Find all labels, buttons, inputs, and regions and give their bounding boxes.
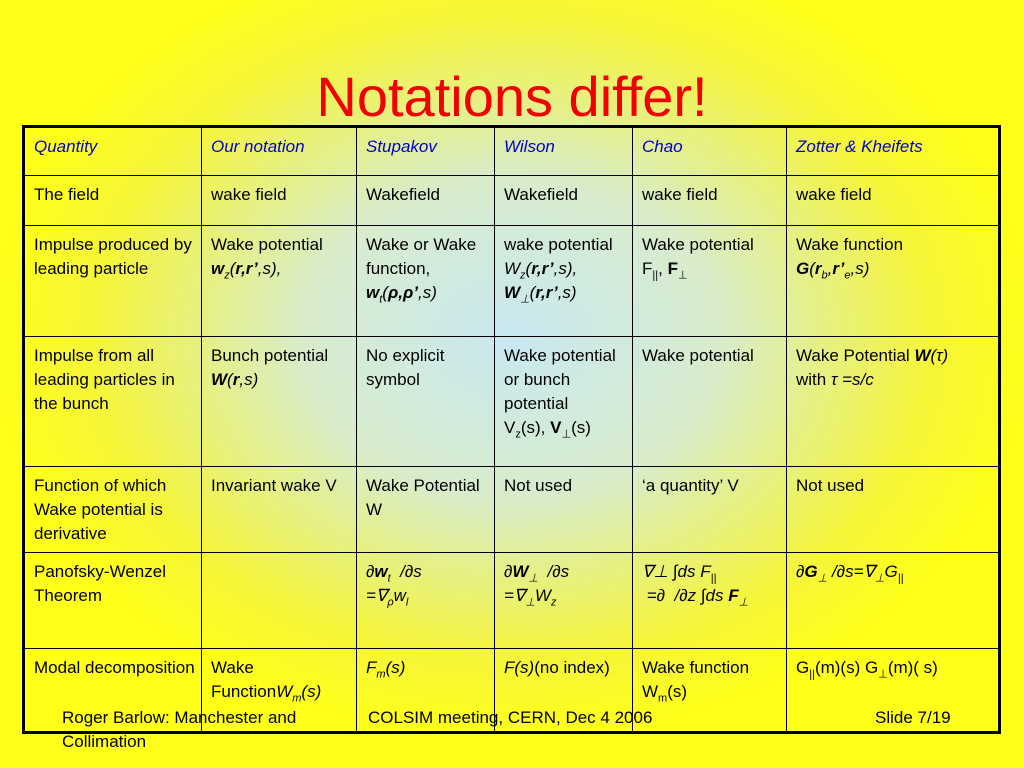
cell-our: Bunch potential W(r,s) xyxy=(202,337,357,467)
cell-quantity: Panofsky-Wenzel Theorem xyxy=(24,553,202,649)
cell-zotter: Not used xyxy=(787,467,1000,553)
cell-our: Invariant wake V xyxy=(202,467,357,553)
header-chao: Chao xyxy=(633,127,787,176)
cell-stupakov: No explicit symbol xyxy=(357,337,495,467)
cell-stupakov: Wake or Wake function, $w_t(\rho,\rho’,s)$ xyxy=(357,226,495,337)
cell-chao: ∇⊥ ∫ds $F_{||}$ =∂ /∂z ∫ds $F_\perp$ xyxy=(633,553,787,649)
notation-table xyxy=(22,125,1001,734)
cell-stupakov: Wake Potential W xyxy=(357,467,495,553)
cell-zotter: $G_{||}(m)(s)$ $G_\perp(m)$( s) xyxy=(787,649,1000,733)
cell-chao: ‘a quantity’ V xyxy=(633,467,787,553)
cell-chao: Wake potential $F_{||}$, $F_\perp$ xyxy=(633,226,787,337)
slide-title: Notations differ! xyxy=(316,65,708,128)
cell-stupakov: $\partial w_t$ /∂s $=\nabla_\rho w_l$ xyxy=(357,553,495,649)
cell-zotter: Wake function $G(r_b,r’_e,s)$ xyxy=(787,226,1000,337)
cell-quantity: Impulse produced by leading particle xyxy=(24,226,202,337)
cell-our: Wake potential $w_z(r,r’,s)$, xyxy=(202,226,357,337)
cell-our xyxy=(202,553,357,649)
cell-our: wake field xyxy=(202,176,357,226)
table-row xyxy=(24,467,1000,553)
footer-author: Roger Barlow: Manchester and Collimation xyxy=(62,708,297,751)
cell-wilson: Not used xyxy=(495,467,633,553)
table-row xyxy=(24,553,1000,649)
header-quantity: Quantity xyxy=(24,127,202,176)
header-stupakov: Stupakov xyxy=(357,127,495,176)
header-zotter-kheifets: Zotter & Kheifets xyxy=(787,127,1000,176)
cell-zotter: $\partial G_\perp$ $/\partial s=\nabla_\perp G_{||}$ xyxy=(787,553,1000,649)
table-row xyxy=(24,226,1000,337)
cell-quantity: Modal decomposition xyxy=(24,649,202,733)
cell-wilson: wake potential $W_z(r,r’,s)$, $W_\perp(r,r’,s)$ xyxy=(495,226,633,337)
cell-stupakov: Wakefield xyxy=(357,176,495,226)
cell-quantity: The field xyxy=(24,176,202,226)
cell-chao: Wake potential xyxy=(633,337,787,467)
cell-quantity: Impulse from all leading particles in the bunch xyxy=(24,337,202,467)
table-row xyxy=(24,337,1000,467)
footer-slide-number: Slide 7/19 xyxy=(875,708,951,727)
cell-zotter: wake field xyxy=(787,176,1000,226)
header-our-notation: Our notation xyxy=(202,127,357,176)
cell-stupakov: $F_m(s)$ xyxy=(357,649,495,733)
table-header-row xyxy=(24,127,1000,176)
footer-meeting: COLSIM meeting, CERN, Dec 4 2006 xyxy=(368,708,653,727)
table-row xyxy=(24,176,1000,226)
cell-quantity: Function of which Wake potential is derivative xyxy=(24,467,202,553)
cell-chao: Wake function $W_m(s)$ xyxy=(633,649,787,733)
cell-our: Wake FunctionW$_m$(s) xyxy=(202,649,357,733)
header-wilson: Wilson xyxy=(495,127,633,176)
cell-wilson: $\partial W_\perp$ /∂s $=\nabla_\perp W_z$ xyxy=(495,553,633,649)
cell-wilson: Wake potential or bunch potential $V_z(s)$, $V_\perp(s)$ xyxy=(495,337,633,467)
cell-wilson: Wakefield xyxy=(495,176,633,226)
cell-wilson: F(s)(no index) xyxy=(495,649,633,733)
cell-zotter: Wake Potential W(τ) with τ =s/c xyxy=(787,337,1000,467)
cell-chao: wake field xyxy=(633,176,787,226)
